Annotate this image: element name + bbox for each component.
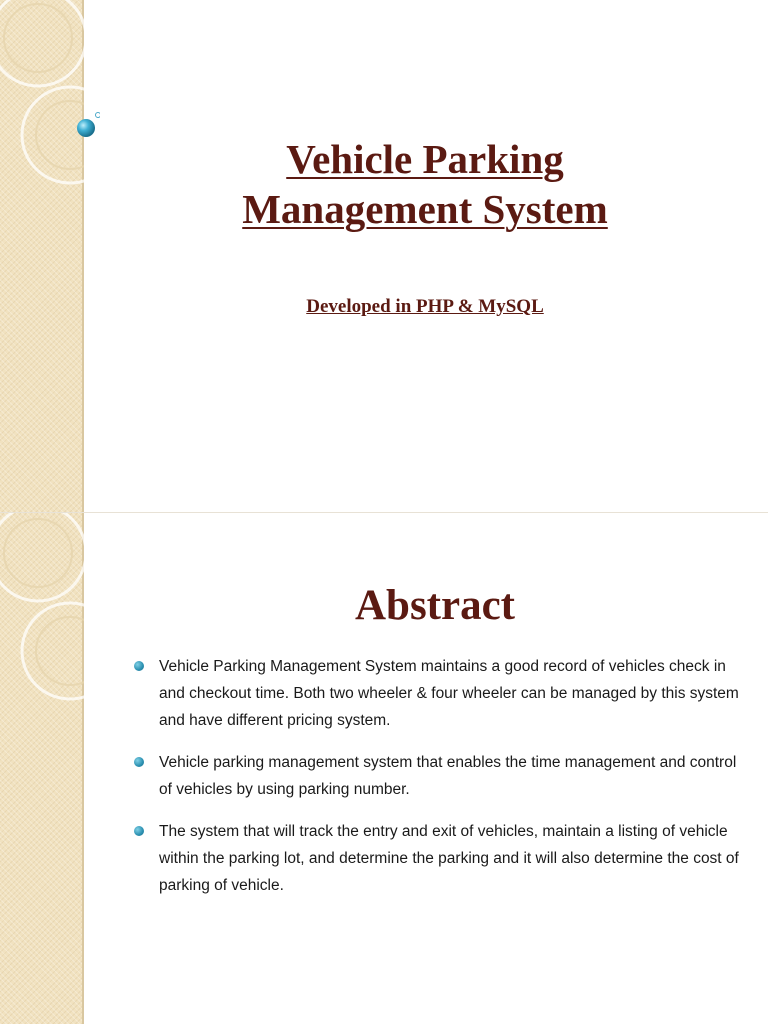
decorative-side-panel — [0, 0, 84, 512]
page-title — [180, 134, 670, 234]
title-line-1: Vehicle Parking — [286, 136, 564, 182]
bullet-dot-icon — [134, 661, 144, 671]
abstract-slide — [0, 512, 768, 1024]
title-line-2: Management System — [242, 186, 608, 232]
bullet-item — [130, 653, 742, 734]
bullet-list — [130, 653, 742, 914]
bullet-item — [130, 818, 742, 899]
decorative-orb-icon — [76, 110, 100, 140]
decorative-side-panel — [0, 513, 84, 1024]
bullet-dot-icon — [134, 826, 144, 836]
bullet-item — [130, 749, 742, 803]
subtitle: Developed in PHP & MySQL — [306, 296, 544, 317]
bullet-text: Vehicle parking management system that enables the time management and control of vehicles by using parking number. — [159, 754, 737, 798]
bullet-dot-icon — [134, 757, 144, 767]
bullet-text: Vehicle Parking Management System maintains a good record of vehicles check in and checkout time. Both two wheeler & four wheeler can be managed by this system and have different pricing system. — [159, 658, 739, 729]
decorative-rings — [0, 0, 84, 512]
decorative-rings — [0, 513, 84, 1024]
bullet-text: The system that will track the entry and exit of vehicles, maintain a listing of vehicle within the parking lot, and determine the parking and it will also determine the cost of parking of vehicle. — [159, 823, 739, 894]
section-heading: Abstract — [354, 582, 515, 629]
